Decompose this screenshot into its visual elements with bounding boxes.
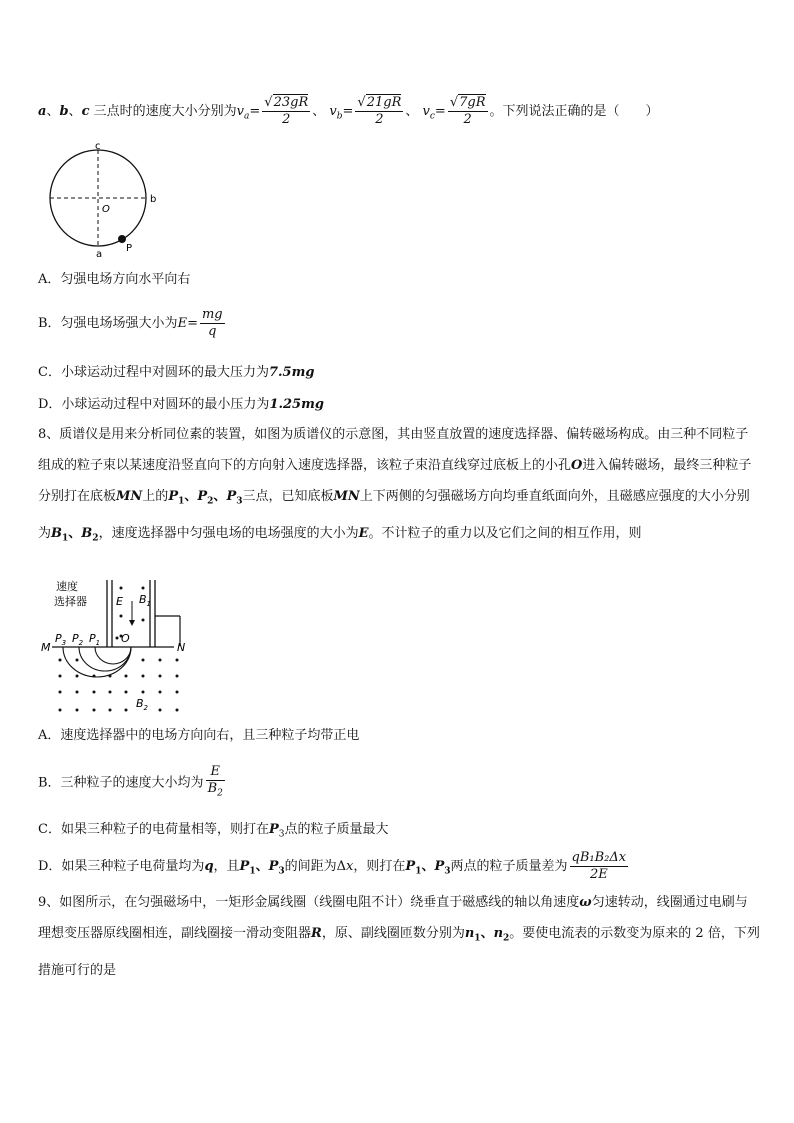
q8-option-a: A．速度选择器中的电场方向向右，且三种粒子均带正电 [38, 728, 360, 743]
label-c: c [95, 141, 101, 152]
label-o: O [121, 632, 130, 645]
label-n: N [177, 641, 186, 654]
selector-label-1: 速度 [56, 580, 78, 593]
q7-circle-figure [40, 140, 170, 260]
q7-vc-fraction: $\frac{√7gR}{2}$ [449, 95, 486, 127]
label-o: O [102, 204, 110, 215]
label-b1: $B_1$ [139, 593, 152, 608]
q8-stem: 8、质谱仪是用来分析同位素的装置，如图为质谱仪的示意图，其由竖直放置的速度选择器、偏转磁场构成。由三种不同粒子组成的粒子束以某速度沿竖直向下的方向射入速度选择器，该粒子束沿直线穿过底板上的小孔O进入偏转磁场，最终三种粒子分别打在底板MN上的$P_1$、$P_2$、$P_3$三点，已知底板MN上下两侧的匀强磁场方向均垂直纸面向外，且磁感应强度的大小分别为$B_1$、$B_2$，速度选择器中匀强电场的电场强度的大小为E。不计粒子的重力以及它们之间的相互作用，则 [38, 427, 752, 544]
label-p2: $P_2$ [72, 632, 84, 647]
label-b2: $B_2$ [136, 697, 149, 712]
q8-spectrometer-figure [40, 576, 190, 716]
q7-stem: a、b、c 三点时的速度大小分别为$v_a=$ $\frac{√23gR}{2}$ 、 $v_b=$ $\frac{√21gR}{2}$ 、 $v_c=$ $\frac{√7gR}{2}$ 。下列说法正确的是（ ） [38, 95, 659, 127]
q7-va-fraction: $\frac{√23gR}{2}$ [264, 95, 309, 127]
q7-option-b: B．匀强电场场强大小为E= $\frac{mg}{q}$ [38, 307, 223, 339]
q7-intro: 三点时的速度大小分别为 [93, 104, 237, 119]
label-a: a [96, 249, 103, 260]
b2-field-dots [59, 659, 179, 712]
q7-option-a: A．匀强电场方向水平向右 [38, 272, 191, 287]
label-p3: $P_3$ [55, 632, 67, 647]
label-b: b [150, 194, 157, 205]
label-m: M [41, 641, 51, 654]
q9-stem: 9、如图所示，在匀强磁场中，一矩形金属线圈（线圈电阻不计）绕垂直于磁感线的轴以角速度ω匀速转动，线圈通过电刷与理想变压器原线圈相连，副线圈接一滑动变阻器R，原、副线圈匝数分别为$n_1$、$n_2$。要使电流表的示数变为原来的 2 倍，下列措施可行的是 [38, 895, 760, 978]
label-p1: $P_1$ [89, 632, 101, 647]
ball-p [118, 235, 126, 243]
q7-vb-fraction: $\frac{√21gR}{2}$ [357, 95, 402, 127]
q7-tail: 。下列说法正确的是（ ） [489, 104, 659, 119]
label-p: P [126, 243, 133, 254]
selector-label-2: 选择器 [54, 595, 87, 608]
q8-option-b: B．三种粒子的速度大小均为 $\frac{E}{B_2}$ [38, 764, 223, 799]
q7-option-c: C．小球运动过程中对圆环的最大压力为7.5mg [38, 365, 315, 380]
q7-option-d: D．小球运动过程中对圆环的最小压力为1.25mg [38, 397, 324, 412]
trajectory-p2 [79, 647, 131, 671]
q8-option-c: C．如果三种粒子的电荷量相等，则打在$P_3$点的粒子质量最大 [38, 822, 389, 840]
q8-option-d: D．如果三种粒子电荷量均为q，且$P_1$、$P_3$的间距为Δx，则打在$P_1$、$P_3$两点的粒子质量差为 $\frac{\text{qB₁B₂Δx}}{2E}$ [38, 850, 627, 882]
label-e: E [116, 595, 123, 608]
